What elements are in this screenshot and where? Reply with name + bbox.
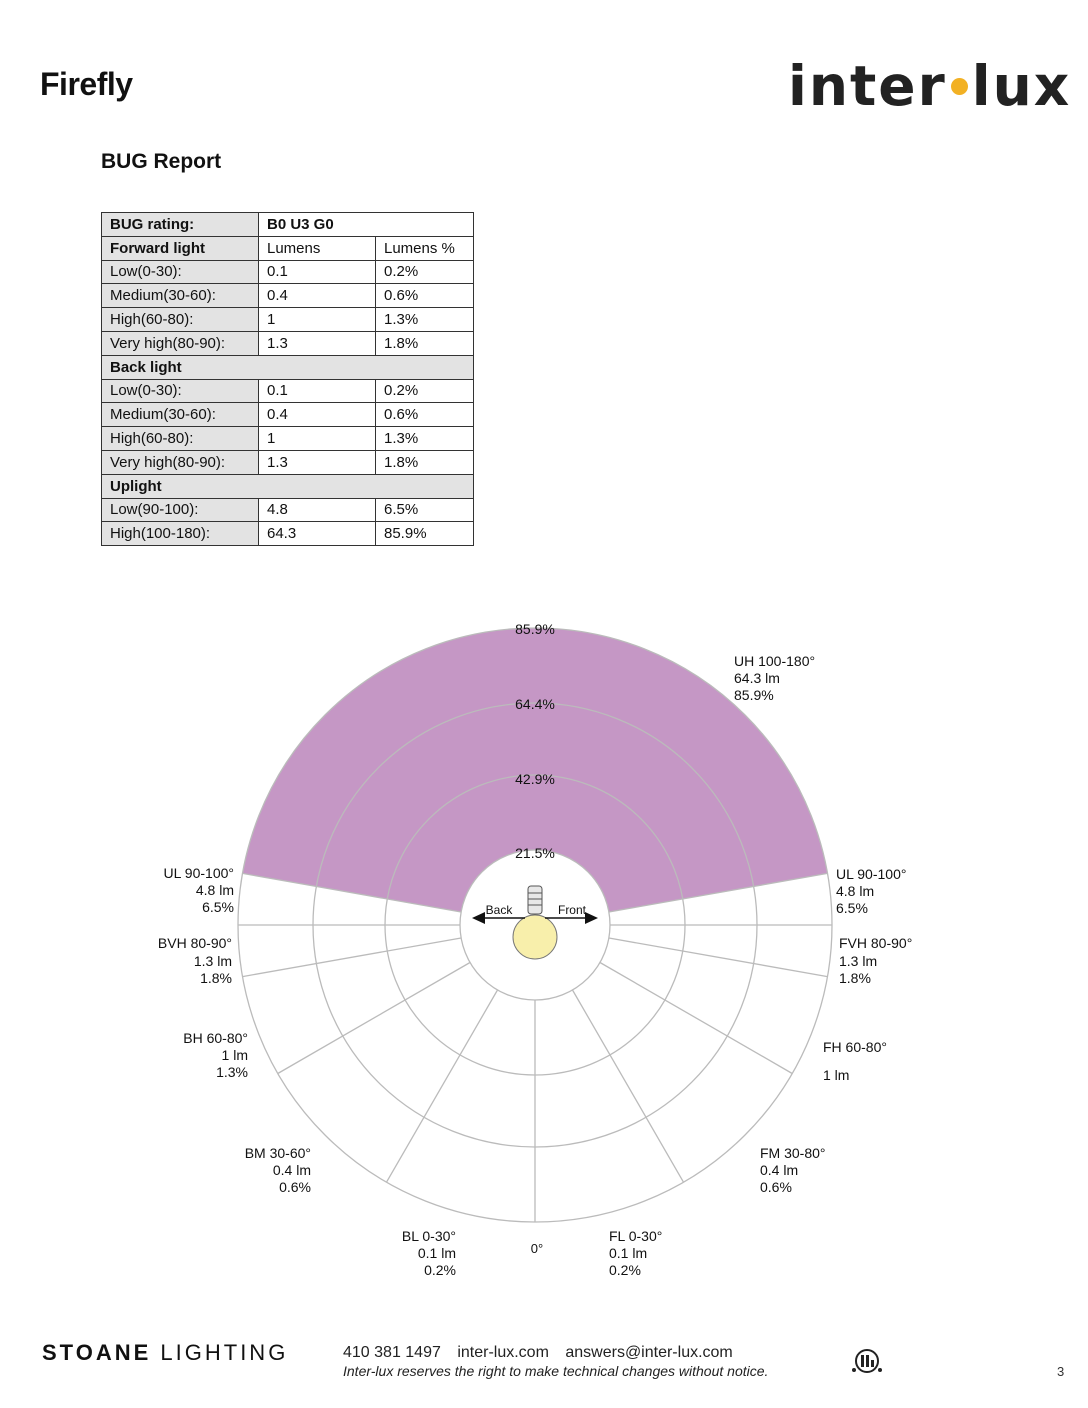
svg-text:0.1 lm: 0.1 lm [609, 1245, 648, 1261]
footer-email[interactable]: answers@inter-lux.com [565, 1344, 733, 1361]
grid-spoke [600, 963, 792, 1074]
row-label: Medium(30-60): [102, 403, 259, 427]
svg-text:0.2%: 0.2% [424, 1262, 456, 1278]
front-label: Front [557, 903, 587, 917]
zone-label-bh [183, 1030, 248, 1080]
row-label: Low(0-30): [102, 379, 259, 403]
svg-text:UL 90-100°: UL 90-100° [836, 866, 907, 882]
row-label: Very high(80-90): [102, 331, 259, 355]
zone-label-ul-left [164, 865, 234, 915]
zone-label-bl [402, 1228, 456, 1278]
report-title: BUG Report [101, 150, 222, 173]
zone-label-fvh [839, 935, 912, 986]
row-label: Medium(30-60): [102, 284, 259, 308]
logo-text-right: lux [971, 54, 1072, 118]
svg-text:4.8 lm: 4.8 lm [195, 882, 234, 898]
footer-contact [343, 1344, 745, 1362]
grid-spoke [387, 990, 498, 1182]
svg-text:FH 60-80°: FH 60-80° [823, 1039, 887, 1055]
svg-text:0.6%: 0.6% [279, 1179, 311, 1195]
row-label: High(60-80): [102, 308, 259, 332]
row-lumens: 0.1 [259, 379, 376, 403]
svg-text:64.3 lm: 64.3 lm [734, 670, 780, 686]
row-lumens: 0.1 [259, 260, 376, 284]
row-lumens: 0.4 [259, 403, 376, 427]
svg-text:BVH 80-90°: BVH 80-90° [157, 935, 232, 951]
zone-label-fm [760, 1145, 826, 1195]
zone-label-bvh [158, 935, 232, 986]
svg-text:6.5%: 6.5% [836, 900, 868, 916]
col-lumens: Lumens [259, 236, 376, 260]
row-pct: 0.6% [376, 403, 474, 427]
zone-label-fh [823, 1039, 887, 1083]
row-pct: 1.8% [376, 450, 474, 474]
zone-label-bm [245, 1145, 311, 1195]
row-label: Low(90-100): [102, 498, 259, 522]
row-pct: 1.3% [376, 427, 474, 451]
svg-text:UL 90-100°: UL 90-100° [163, 865, 234, 881]
row-lumens: 0.4 [259, 284, 376, 308]
grid-spoke [573, 990, 684, 1182]
svg-text:0.2%: 0.2% [609, 1262, 641, 1278]
stoane-lighting-logo: STOANE LIGHTING [42, 1340, 289, 1365]
svg-text:FL 0-30°: FL 0-30° [609, 1228, 663, 1244]
row-label: High(100-180): [102, 522, 259, 546]
ring-label: 21.5% [515, 845, 555, 861]
row-lumens: 1.3 [259, 450, 376, 474]
svg-text:BM 30-60°: BM 30-60° [244, 1145, 311, 1161]
footer-disclaimer: Inter-lux reserves the right to make technical changes without notice. [343, 1363, 769, 1379]
zone-label-fl [609, 1228, 662, 1278]
svg-text:1.3%: 1.3% [216, 1064, 248, 1080]
back-light-heading: Back light [102, 355, 474, 379]
svg-text:BH 60-80°: BH 60-80° [183, 1030, 248, 1046]
row-label: Low(0-30): [102, 260, 259, 284]
uplight-heading: Uplight [102, 474, 474, 498]
row-pct: 85.9% [376, 522, 474, 546]
zone-label-ul-right [836, 866, 906, 916]
row-label: High(60-80): [102, 427, 259, 451]
svg-text:FM 30-80°: FM 30-80° [760, 1145, 826, 1161]
row-lumens: 1 [259, 427, 376, 451]
row-pct: 0.2% [376, 260, 474, 284]
svg-text:0.1 lm: 0.1 lm [417, 1245, 456, 1261]
rating-value: B0 U3 G0 [259, 213, 474, 237]
row-lumens: 64.3 [259, 522, 376, 546]
back-label: Back [485, 903, 513, 917]
col-lumens-pct: Lumens % [376, 236, 474, 260]
row-pct: 0.2% [376, 379, 474, 403]
svg-text:1.3 lm: 1.3 lm [839, 953, 878, 969]
etl-certification-icon [850, 1348, 884, 1374]
ring-label: 42.9% [515, 771, 555, 787]
grid-spoke [278, 963, 470, 1074]
svg-text:0.4 lm: 0.4 lm [272, 1162, 311, 1178]
row-lumens: 4.8 [259, 498, 376, 522]
svg-text:4.8 lm: 4.8 lm [836, 883, 875, 899]
row-pct: 1.8% [376, 331, 474, 355]
svg-text:6.5%: 6.5% [202, 899, 234, 915]
product-title: Firefly [40, 66, 133, 102]
row-label: Very high(80-90): [102, 450, 259, 474]
ring-label: 64.4% [515, 696, 555, 712]
svg-text:0.6%: 0.6% [760, 1179, 792, 1195]
logo-text-left: inter [788, 54, 947, 118]
ring-label: 85.9% [515, 621, 555, 637]
page-number: 3 [1057, 1364, 1065, 1379]
luminaire-icon [513, 886, 557, 959]
svg-text:UH 100-180°: UH 100-180° [734, 653, 816, 669]
zone-label-uh [734, 653, 815, 703]
rating-label: BUG rating: [102, 213, 259, 237]
svg-text:1.3 lm: 1.3 lm [193, 953, 232, 969]
svg-text:1 lm: 1 lm [823, 1067, 850, 1083]
row-pct: 6.5% [376, 498, 474, 522]
row-lumens: 1 [259, 308, 376, 332]
footer-website[interactable]: inter-lux.com [457, 1344, 549, 1361]
zero-degree-label: 0° [530, 1241, 544, 1256]
svg-text:BL 0-30°: BL 0-30° [401, 1228, 456, 1244]
footer-phone: 410 381 1497 [343, 1344, 441, 1361]
svg-text:1.8%: 1.8% [839, 970, 871, 986]
svg-text:FVH 80-90°: FVH 80-90° [839, 935, 913, 951]
grid-spoke [243, 938, 462, 977]
svg-text:1 lm: 1 lm [221, 1047, 248, 1063]
row-lumens: 1.3 [259, 331, 376, 355]
forward-light-heading: Forward light [102, 236, 259, 260]
svg-text:0.4 lm: 0.4 lm [760, 1162, 799, 1178]
row-pct: 1.3% [376, 308, 474, 332]
row-pct: 0.6% [376, 284, 474, 308]
svg-text:85.9%: 85.9% [734, 687, 774, 703]
svg-text:1.8%: 1.8% [200, 970, 232, 986]
grid-spoke [609, 938, 828, 977]
